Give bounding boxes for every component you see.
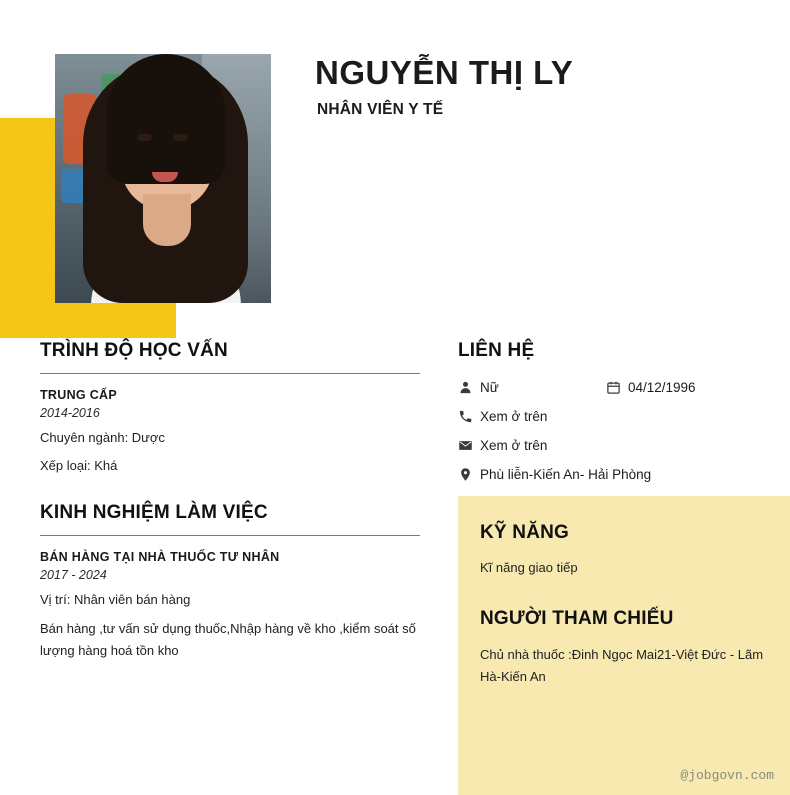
contact-gender <box>458 380 606 395</box>
experience-section-title: KINH NGHIỆM LÀM VIỆC <box>40 502 268 524</box>
education-section-title: TRÌNH ĐỘ HỌC VẤN <box>40 340 228 361</box>
photo-neck <box>143 194 191 246</box>
experience-entry <box>40 550 420 661</box>
person-icon <box>458 380 480 395</box>
cv-header <box>0 0 790 340</box>
section-divider <box>40 535 420 536</box>
envelope-icon <box>458 438 480 453</box>
job-role: NHÂN VIÊN Y TẾ <box>317 101 444 119</box>
page-title: NGUYỄN THỊ LY <box>315 54 574 91</box>
phone-icon <box>458 409 480 424</box>
contact-birthday-value: 04/12/1996 <box>628 380 696 395</box>
photo-hair-top <box>107 54 225 184</box>
contact-birthday <box>606 380 754 395</box>
education-entry-line-grade: Xếp loại: Khá <box>40 458 118 474</box>
calendar-icon <box>606 380 628 395</box>
section-divider <box>40 373 420 374</box>
contact-email-value: Xem ở trên <box>480 438 548 453</box>
watermark: @jobgovn.com <box>680 768 774 783</box>
contact-phone-value: Xem ở trên <box>480 409 548 424</box>
contact-phone[interactable] <box>458 409 790 424</box>
skills-item: Kĩ năng giao tiếp <box>480 560 578 575</box>
skills-section-title: KỸ NĂNG <box>480 522 570 543</box>
avatar <box>55 54 271 303</box>
skills-reference-panel <box>458 496 790 795</box>
contact-list <box>458 380 790 482</box>
contact-address-value: Phù liễn-Kiến An- Hải Phòng <box>480 467 652 482</box>
reference-text: Chủ nhà thuốc :Đinh Ngọc Mai21-Việt Đức - Lãm Hà-Kiến An <box>480 647 764 684</box>
experience-entry-dates: 2017 - 2024 <box>40 568 107 583</box>
portrait-photo <box>55 54 271 303</box>
contact-gender-value: Nữ <box>480 380 499 395</box>
experience-entry-title: BÁN HÀNG TẠI NHÀ THUỐC TƯ NHÂN <box>40 550 280 565</box>
contact-email[interactable] <box>458 438 790 453</box>
education-entry-dates: 2014-2016 <box>40 406 100 420</box>
contact-row-gender-birthday <box>458 380 790 395</box>
photo-eye-right <box>173 134 188 141</box>
education-entry-title: TRUNG CẤP <box>40 388 118 402</box>
education-section <box>40 340 420 476</box>
contact-section-title: LIÊN HỆ <box>458 340 535 361</box>
location-pin-icon <box>458 467 480 482</box>
contact-address <box>458 467 790 482</box>
photo-eye-left <box>137 134 152 141</box>
name-block <box>315 52 573 119</box>
education-entry <box>40 388 420 476</box>
left-column <box>40 340 420 661</box>
contact-section <box>458 340 790 482</box>
education-entry-line-major: Chuyên ngành: Dược <box>40 430 165 445</box>
reference-section-title: NGƯỜI THAM CHIẾU <box>480 608 674 630</box>
experience-section <box>40 502 420 661</box>
experience-entry-position: Vị trí: Nhân viên bán hàng <box>40 592 191 608</box>
right-column <box>458 340 790 795</box>
experience-entry-description: Bán hàng ,tư vấn sử dụng thuốc,Nhập hàng về kho ,kiểm soát số lượng hàng hoá tồn kho <box>40 621 416 658</box>
